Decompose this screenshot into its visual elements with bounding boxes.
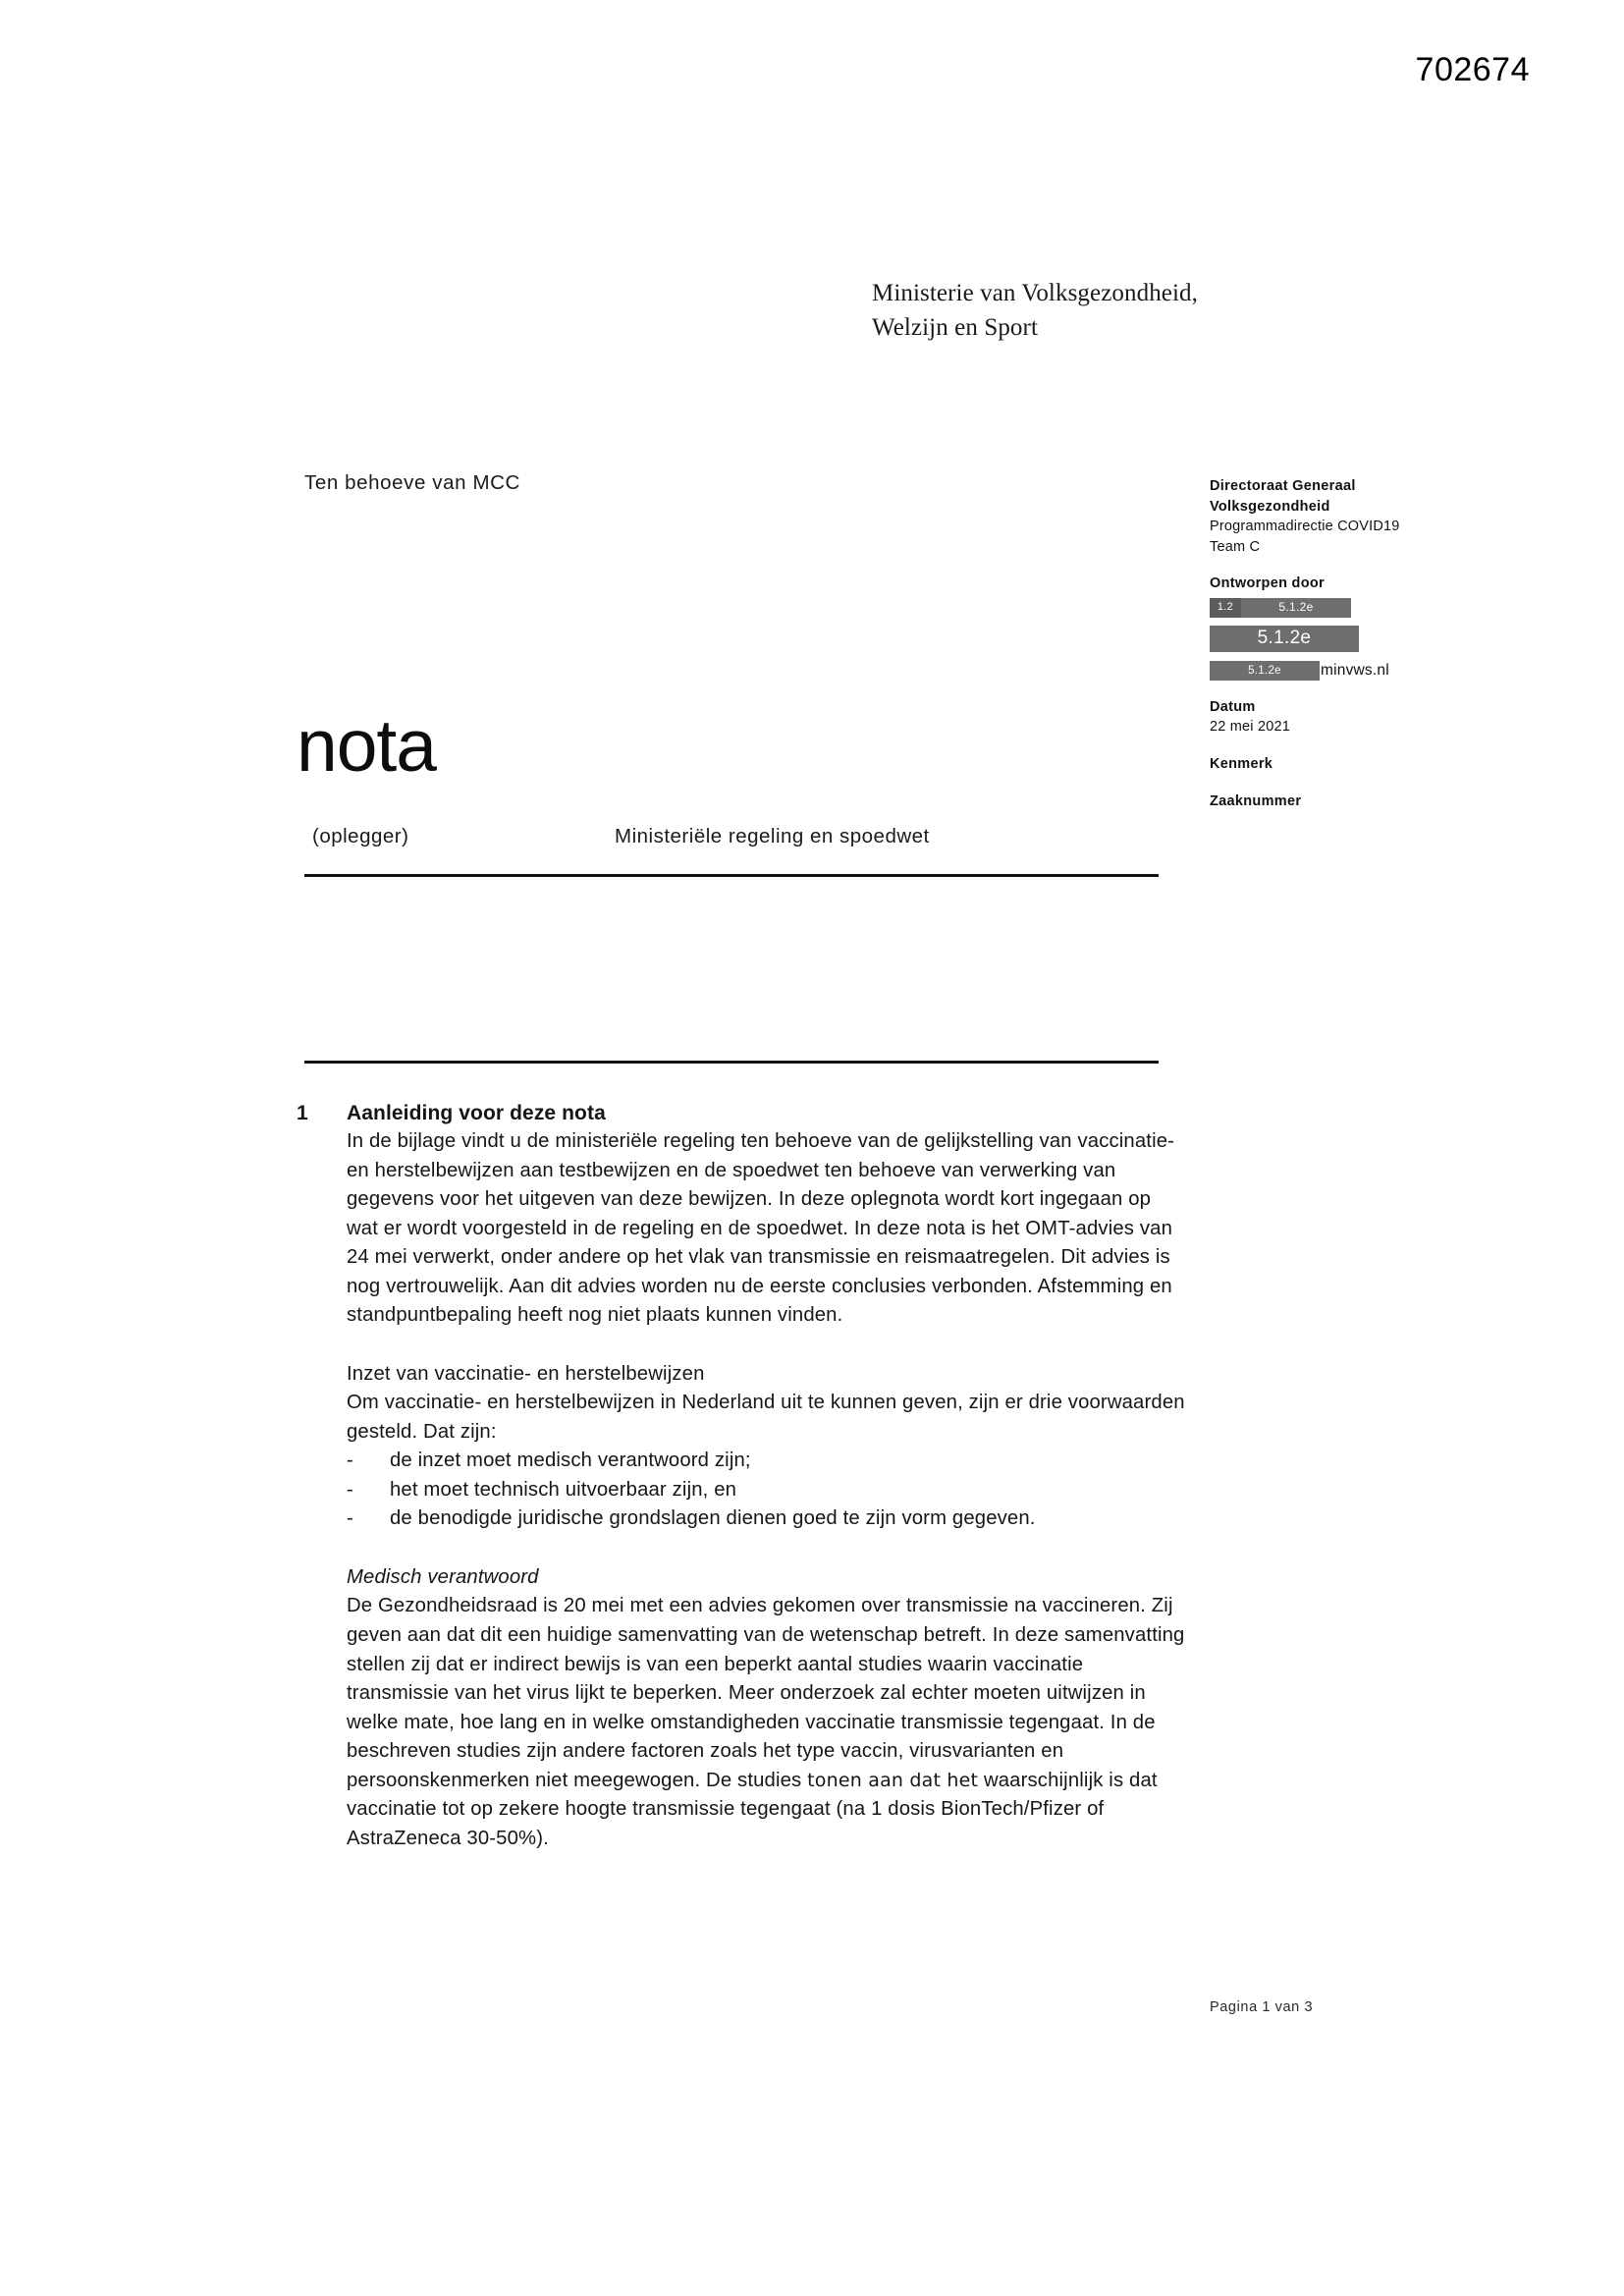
meta-spacer-3 (1210, 738, 1504, 754)
redaction-bar: 5.1.2e (1210, 626, 1359, 652)
medisch-paragraph-part-1: De Gezondheidsraad is 20 mei met een advies gekomen over transmissie na vaccineren. Zij geven aan dat dit een huidige samenvatting van de wetenschap betreft. In deze samenvatting stellen zij dat er indirect bewijs is van een beperkt aantal studies waarin vaccinatie transmissie van het virus lijkt te beperken. Meer onderzoek zal echter moeten uitwijzen in welke mate, hoe lang en in welke omstandigheden vaccinatie transmissie tegengaat. In de beschreven studies zijn andere factoren zoals het type vaccin, virusvarianten en persoonskenmerken niet meegewogen. De studies (347, 1595, 1185, 1791)
list-item-text: het moet technisch uitvoerbaar zijn, en (390, 1478, 737, 1501)
redaction-row (1210, 598, 1504, 618)
list-item (347, 1476, 1185, 1505)
header-divider-top (304, 874, 1159, 877)
designed-by-label: Ontworpen door (1210, 575, 1325, 592)
medisch-paragraph (297, 1592, 1185, 1853)
list-item (347, 1447, 1185, 1476)
paragraph-spacer-2 (297, 1534, 1185, 1563)
directorate-label-line-2: Volksgezondheid (1210, 498, 1330, 515)
addressee-line: Ten behoeve van MCC (304, 471, 520, 494)
paragraph-spacer-1 (297, 1331, 1185, 1360)
redaction-bar: 5.1.2e (1241, 598, 1351, 618)
ministry-logo-line-1: Ministerie van Volksgezondheid, (872, 280, 1198, 306)
ministry-logo-wordmark (872, 277, 1198, 345)
document-subject: Ministeriële regeling en spoedwet (615, 825, 930, 847)
date-value: 22 mei 2021 (1210, 719, 1291, 736)
programme-directorate: Programmadirectie COVID19 (1210, 519, 1400, 535)
zaaknummer-label: Zaaknummer (1210, 793, 1302, 809)
medisch-heading: Medisch verantwoord (347, 1565, 539, 1588)
list-item-text: de benodigde juridische grondslagen dienen goed te zijn vorm gegeven. (390, 1507, 1036, 1530)
meta-spacer-4 (1210, 775, 1504, 792)
medisch-paragraph-part-2: waarschijnlijk is dat vaccinatie tot op zekere hoogte transmissie tegengaat (na 1 dosis BionTech/Pfizer of AstraZeneca 30-50%). (347, 1769, 1158, 1849)
header-divider-bottom (304, 1061, 1159, 1064)
date-label: Datum (1210, 698, 1256, 715)
section-number: 1 (297, 1102, 308, 1124)
list-item (347, 1504, 1185, 1534)
redaction-bar-prefix: 1.2 (1210, 598, 1241, 618)
page-title: nota (297, 704, 436, 787)
inzet-paragraph: Om vaccinatie- en herstelbewijzen in Nederland uit te kunnen geven, zijn er drie voorwaarden gesteld. Dat zijn: (347, 1392, 1185, 1443)
list-dash: - (347, 1449, 353, 1472)
team-name: Team C (1210, 538, 1261, 555)
list-item-text: de inzet moet medisch verantwoord zijn; (390, 1449, 751, 1472)
redaction-bar: 5.1.2e (1210, 661, 1320, 681)
conditions-list (297, 1447, 1185, 1534)
ministry-logo-line-2: Welzijn en Sport (872, 313, 1038, 341)
document-body (297, 1102, 1185, 1853)
document-meta-sidebar (1210, 476, 1504, 811)
document-id-stamp: 702674 (1415, 51, 1530, 88)
oplegger-label: (oplegger) (312, 825, 409, 847)
medisch-paragraph-highlight: tonen aan dat het (807, 1769, 979, 1791)
meta-spacer-2 (1210, 687, 1504, 697)
section-heading (297, 1102, 1185, 1125)
intro-paragraph: In de bijlage vindt u de ministeriële regeling ten behoeve van de gelijkstelling van vaccinatie- en herstelbewijzen aan testbewijzen en de spoedwet ten behoeve van verwerking van gegevens voor het uitgeven van deze bewijzen. In deze oplegnota wordt kort ingegaan op wat er wordt voorgesteld in de regeling en de spoedwet. In deze nota is het OMT-advies van 24 mei verwerkt, onder andere op het vlak van transmissie en reismaatregelen. Dit advies is nog vertrouwelijk. Aan dit advies worden nu de eerste conclusies verbonden. Afstemming en standpuntbepaling heeft nog niet plaats kunnen vinden. (347, 1130, 1175, 1327)
kenmerk-label: Kenmerk (1210, 756, 1273, 773)
list-dash: - (347, 1507, 353, 1530)
redaction-row (1210, 624, 1504, 654)
email-domain-text: minvws.nl (1321, 661, 1389, 679)
list-dash: - (347, 1478, 353, 1501)
section-title: Aanleiding voor deze nota (347, 1102, 606, 1124)
page-footer: Pagina 1 van 3 (1210, 1999, 1314, 2015)
directorate-label-line-1: Directoraat Generaal (1210, 478, 1356, 494)
redaction-block (1210, 598, 1504, 682)
meta-spacer-1 (1210, 557, 1504, 574)
redaction-row (1210, 660, 1504, 682)
inzet-heading: Inzet van vaccinatie- en herstelbewijzen (347, 1362, 705, 1385)
